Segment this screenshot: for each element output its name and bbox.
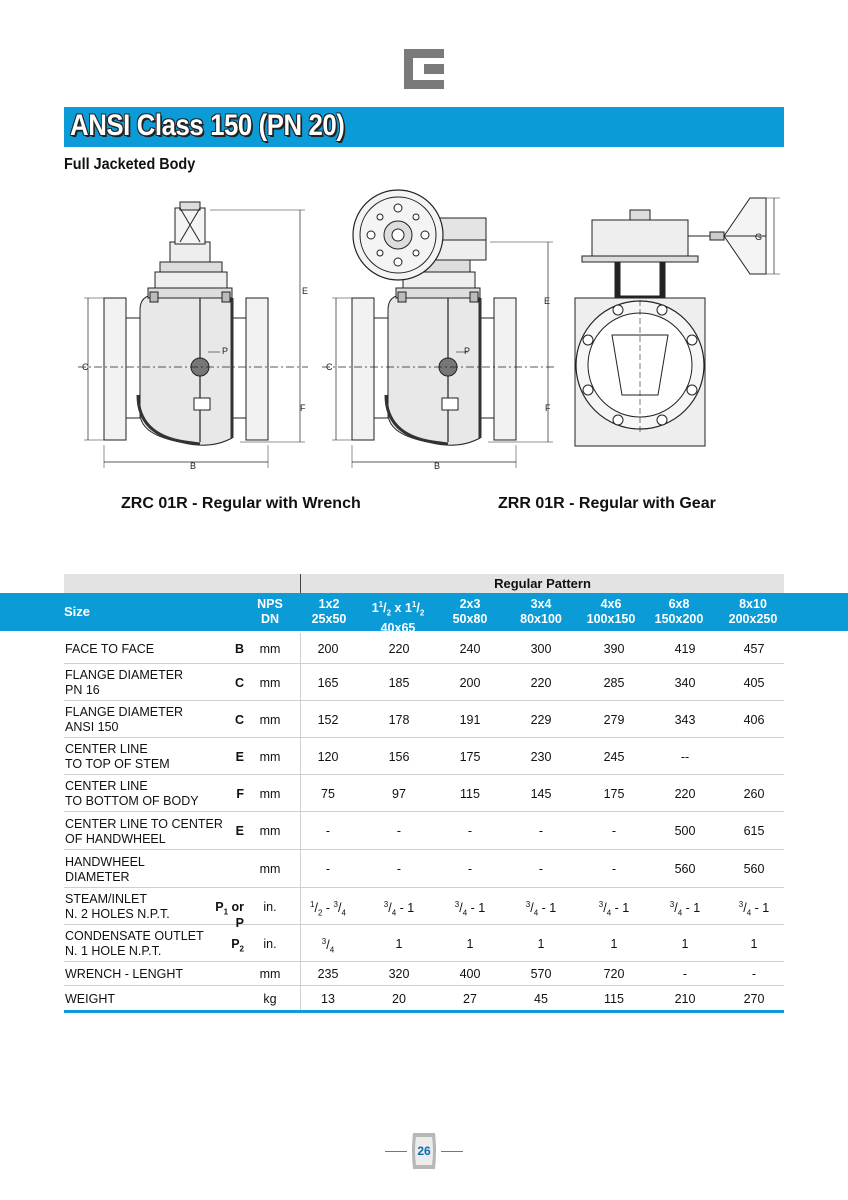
row-unit: mm [259, 712, 281, 727]
row-unit: in. [263, 899, 277, 914]
table-cell: 175 [603, 786, 625, 801]
row-unit: mm [259, 675, 281, 690]
table-cell: 97 [392, 786, 406, 801]
page-subtitle: Full Jacketed Body [64, 156, 196, 173]
table-row [64, 812, 784, 850]
table-cell: 200 [459, 675, 481, 690]
table-cell: 300 [530, 641, 552, 656]
table-cell: 1 [466, 936, 474, 951]
valve-drawings [60, 180, 790, 480]
table-cell: 235 [317, 967, 339, 981]
row-label: CENTER LINE TO BOTTOM OF BODY [65, 779, 199, 808]
table-cell: 615 [743, 824, 765, 838]
table-cell: 145 [530, 786, 552, 801]
row-label: FLANGE DIAMETER ANSI 150 [65, 705, 184, 734]
company-logo [404, 49, 444, 89]
table-cell: - [682, 967, 688, 981]
caption-gear: ZRR 01R - Regular with Gear [498, 495, 716, 512]
table-cell: 343 [674, 712, 696, 727]
table-cell: 1 [537, 936, 545, 951]
table-cell: 20 [392, 991, 406, 1006]
row-label: FLANGE DIAMETER PN 16 [65, 668, 184, 697]
table-cell: 210 [674, 991, 696, 1006]
table-cell: 400 [459, 967, 481, 981]
row-dimension-code: $P_1$ or P [215, 899, 244, 930]
row-unit: mm [259, 786, 281, 801]
table-cell: - [325, 824, 331, 838]
table-cell: 285 [603, 675, 625, 690]
table-cell: 570 [530, 967, 552, 981]
table-column-header [0, 593, 848, 635]
table-row [64, 888, 784, 930]
table-cell: 340 [674, 675, 696, 690]
table-cell: 1 [750, 936, 758, 951]
table-cell: 279 [603, 712, 625, 727]
page-title: ANSI Class 150 (PN 20) [70, 109, 345, 142]
table-cell: 320 [388, 967, 410, 981]
col-header-1x2: 1x2 25x50 [311, 597, 347, 626]
row-label: WEIGHT [65, 991, 115, 1006]
table-cell: 13 [321, 991, 335, 1006]
table-cell: 260 [743, 786, 765, 801]
table-cell: 1 [681, 936, 689, 951]
table-cell: 1 [610, 936, 618, 951]
title-bar [64, 107, 784, 147]
table-cell: - [396, 862, 402, 876]
table-cell: - [325, 862, 331, 876]
table-cell: 720 [603, 967, 625, 981]
row-dimension-code: F [236, 786, 244, 801]
table-cell: - [467, 862, 473, 876]
footer-rule-left [385, 1151, 407, 1152]
table-cell: 220 [674, 786, 696, 801]
valve-drawing-wrench [78, 202, 308, 468]
table-cell: $^3/_4 - 1$ [525, 899, 557, 918]
table-cell: 406 [743, 712, 765, 727]
table-group-header [64, 574, 784, 593]
dim-label-e-mid: E [544, 296, 551, 306]
row-dimension-code: E [235, 749, 244, 764]
row-dimension-code: $P_2$ [231, 936, 244, 953]
table-cell: 185 [388, 675, 410, 690]
table-cell: 45 [534, 991, 548, 1006]
row-unit: mm [259, 967, 281, 981]
row-label: HANDWHEEL DIAMETER [65, 854, 145, 884]
table-cell: 220 [388, 641, 410, 656]
row-label: WRENCH - LENGHT [65, 967, 184, 981]
dim-label-b-mid: B [434, 461, 441, 471]
row-unit: mm [259, 824, 281, 838]
table-cell: $^3/_4 - 1$ [383, 899, 415, 918]
col-header-3x4: 3x4 80x100 [520, 597, 562, 626]
col-header-1-5x2-5: $1^1/_2$ x $1^1/_2$ 40x65 [371, 600, 425, 635]
row-label: STEAM/INLET N. 2 HOLES N.P.T. [65, 892, 170, 921]
dim-label-g: G [755, 232, 763, 242]
table-row [64, 738, 784, 775]
col-header-6x8: 6x8 150x200 [654, 597, 704, 626]
table-cell: 457 [743, 641, 765, 656]
row-label: CENTER LINE TO CENTER OF HANDWHEEL [65, 816, 223, 846]
table-cell: - [538, 824, 544, 838]
dim-label-f-mid: F [545, 403, 551, 413]
table-cell: $^3/_4 - 1$ [669, 899, 701, 918]
table-cell: 1 [395, 936, 403, 951]
col-header-8x10: 8x10 200x250 [728, 597, 778, 626]
table-cell: -- [680, 749, 690, 764]
table-cell: - [751, 967, 757, 981]
table-cell: $^1/_2 - ^3/_4$ [310, 899, 346, 918]
table-cell: 178 [388, 712, 410, 727]
page-number-badge [409, 1131, 439, 1171]
table-cell: - [611, 824, 617, 838]
table-cell: 27 [463, 991, 477, 1006]
table-cell: 200 [317, 641, 339, 656]
table-cell: 500 [674, 824, 696, 838]
row-label: CENTER LINE TO TOP OF STEM [65, 742, 170, 771]
table-cell: 419 [674, 641, 696, 656]
row-dimension-code: B [234, 641, 244, 656]
table-cell: 152 [317, 712, 339, 727]
table-cell: 75 [321, 786, 335, 801]
row-label: CONDENSATE OUTLET N. 1 HOLE N.P.T. [65, 929, 204, 958]
table-cell: $^3/_4 - 1$ [598, 899, 630, 918]
row-unit: in. [263, 936, 277, 951]
table-cell: 270 [743, 991, 765, 1006]
size-label: Size [64, 604, 91, 619]
table-cell: 560 [743, 862, 765, 876]
row-unit: mm [259, 862, 281, 876]
table-cell: 220 [530, 675, 552, 690]
row-dimension-code: C [234, 675, 244, 690]
dim-label-p-mid: P [464, 346, 471, 356]
valve-drawing-front-view [575, 198, 780, 446]
caption-wrench: ZRC 01R - Regular with Wrench [121, 495, 361, 512]
table-row [64, 925, 784, 962]
nps-dn-header: NPS DN [257, 597, 283, 626]
table-cell: 115 [460, 786, 480, 801]
table-row [64, 850, 784, 888]
row-unit: kg [263, 991, 277, 1006]
col-header-4x6: 4x6 100x150 [586, 597, 636, 626]
table-row [64, 962, 784, 986]
table-cell: 175 [459, 749, 481, 764]
dim-label-e-left: E [302, 286, 309, 296]
table-row [64, 633, 784, 664]
dim-label-c-left: C [82, 362, 89, 372]
table-cell: 405 [743, 675, 765, 690]
table-cell: - [467, 824, 473, 838]
spec-table-body [64, 633, 784, 1013]
footer-rule-right [441, 1151, 463, 1152]
dim-label-b-left: B [190, 461, 197, 471]
table-cell: 390 [603, 641, 625, 656]
dim-label-p-left: P [222, 346, 229, 356]
table-cell: $^3/_4 - 1$ [738, 899, 770, 918]
table-cell: - [538, 862, 544, 876]
table-cell: $^3/_4 - 1$ [454, 899, 486, 918]
row-label: FACE TO FACE [65, 641, 155, 656]
table-cell: 240 [459, 641, 481, 656]
table-cell: 120 [317, 749, 339, 764]
dim-label-f-left: F [300, 403, 306, 413]
regular-pattern-label: Regular Pattern [494, 576, 591, 591]
table-cell: 191 [459, 712, 481, 727]
table-cell: 230 [530, 749, 552, 764]
table-row [64, 701, 784, 738]
table-cell: - [396, 824, 402, 838]
row-unit: mm [259, 641, 281, 656]
row-dimension-code: C [234, 712, 244, 727]
valve-drawing-gear-handwheel [322, 190, 556, 468]
col-header-2x3: 2x3 50x80 [452, 597, 488, 626]
row-dimension-code: E [235, 824, 244, 838]
table-cell: 165 [317, 675, 339, 690]
table-cell: 156 [388, 749, 410, 764]
table-cell: $^3/_4$ [321, 936, 335, 955]
table-cell: 229 [530, 712, 552, 727]
page-number: 26 [417, 1144, 431, 1158]
table-cell: 115 [604, 991, 624, 1006]
table-row [64, 775, 784, 812]
table-cell: - [611, 862, 617, 876]
table-row [64, 664, 784, 701]
dim-label-c-mid: C [326, 362, 333, 372]
table-cell: 560 [674, 862, 696, 876]
table-cell: 245 [603, 749, 625, 764]
table-row [64, 986, 784, 1013]
row-unit: mm [259, 749, 281, 764]
